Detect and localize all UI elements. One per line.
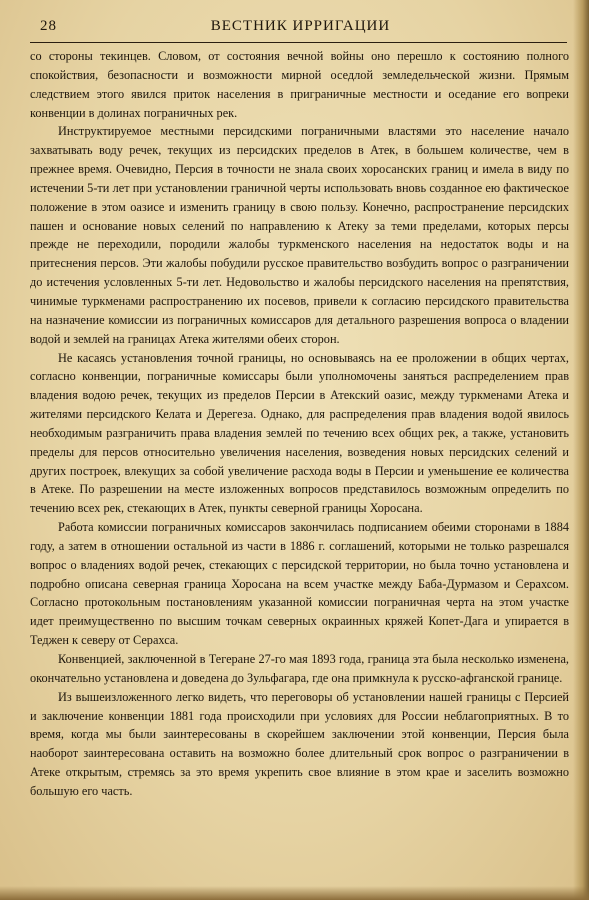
paragraph-4: Работа комиссии пограничных комиссаров закончилась подписанием обеими сторонами в 1884 году, а затем в отношении остальной из части в 1886 г. соглашений, которыми не только разрешался вопрос о владениях водой речек, стекающих с персидской территории, но была точно установлена и подробно описана северная граница Хоросана на всем участке между Баба-Дурмазом и Серахсом. Согласно протокольным постановлениям указанной комиссии пограничная черта на этом участке идет преимущественно по высшим точкам северных окраинных кряжей Копет-Дага и упирается в Теджен к северу от Серахса. [30,520,569,648]
paragraph-2: Инструктируемое местными персидскими пограничными властями это население начало захватывать воду речек, текущих из персидских пределов в Атек, в большем количестве, чем в прежнее время. Очевидно, Персия в точности не знала своих хоросанских границ и имела в виду по истечении 5-ти лет при установлении граничной черты использовать вновь созданное ею фактическое положение в этом оазисе и изменить границу в свою пользу. Конечно, распространение персидских пашен и основание новых селений по направлению к Атеку за теми пределами, которых персы прежде не переходили, породили жалобы туркменского населения на недостаток воды и на притеснения персов. Эти жалобы побудили русское правительство возбудить вопрос о разграничении до истечения условленных 5-ти лет. Недовольство и жалобы персидского населения на препятствия, чинимые туркменами распространению их посевов, привели к согласию персидского правительства на назначение комиссии из пограничных комиссаров для детального разрешения вопроса о владении водой и землей на границах Атека жителями обеих сторон. [30,124,569,346]
page-edge-shadow [573,0,589,900]
running-title: ВЕСТНИК ИРРИГАЦИИ [210,18,391,34]
page-bottom-edge [0,886,589,900]
header-rule [30,42,567,43]
page-header [30,18,571,40]
paragraph-1: со стороны текинцев. Словом, от состояния вечной войны оно перешло к состоянию полного спокойствия, безопасности и возможности мирной оседлой земледельческой жизни. Прямым следствием этого явился приток населения в приграничные местности и оседание его вопреки конвенции в долинах пограничных рек. [30,49,569,120]
paragraph-5: Конвенцией, заключенной в Тегеране 27-го мая 1893 года, граница эта была несколько изменена, окончательно установлена и доведена до Зульфагара, где она примкнула к русско-афганской границе. [30,652,569,685]
paragraph-3: Не касаясь установления точной границы, но основываясь на ее проложении в общих чертах, согласно конвенции, пограничные комиссары были уполномочены заняться распределением прав владения водою речек, текущих из пределов Персии в Атекский оазис, между туркменами Атека и жителями персидского Келата и Дерегеза. Однако, для распределения прав владения водой явилось необходимым разграничить права владения землей по течению всех общих рек, а также, установить пределы для персов относительно увеличения населения, возведения новых персидских селений и других построек, влекущих за собой увеличение расхода воды в Персии и уменьшение ее количества в Атеке. По разрешении на месте изложенных вопросов представилось возможным определить по течению всех рек, стекающих в Атек, пункты северной границы Хоросана. [30,350,569,516]
paragraph-6: Из вышеизложенного легко видеть, что переговоры об установлении нашей границы с Персией и заключение конвенции 1881 года происходили при условиях для России неблагоприятных. В то время, когда мы были заинтересованы в скорейшем заключении этой конвенции, Персия была наоборот заинтересована оставить на возможно более длительный срок вопрос о разграничении в Атеке открытым, стремясь за это время укрепить свое влияние в этом крае и заселить возможно большую его часть. [30,689,569,798]
page-number: 28 [40,18,57,34]
body-text [30,47,571,801]
